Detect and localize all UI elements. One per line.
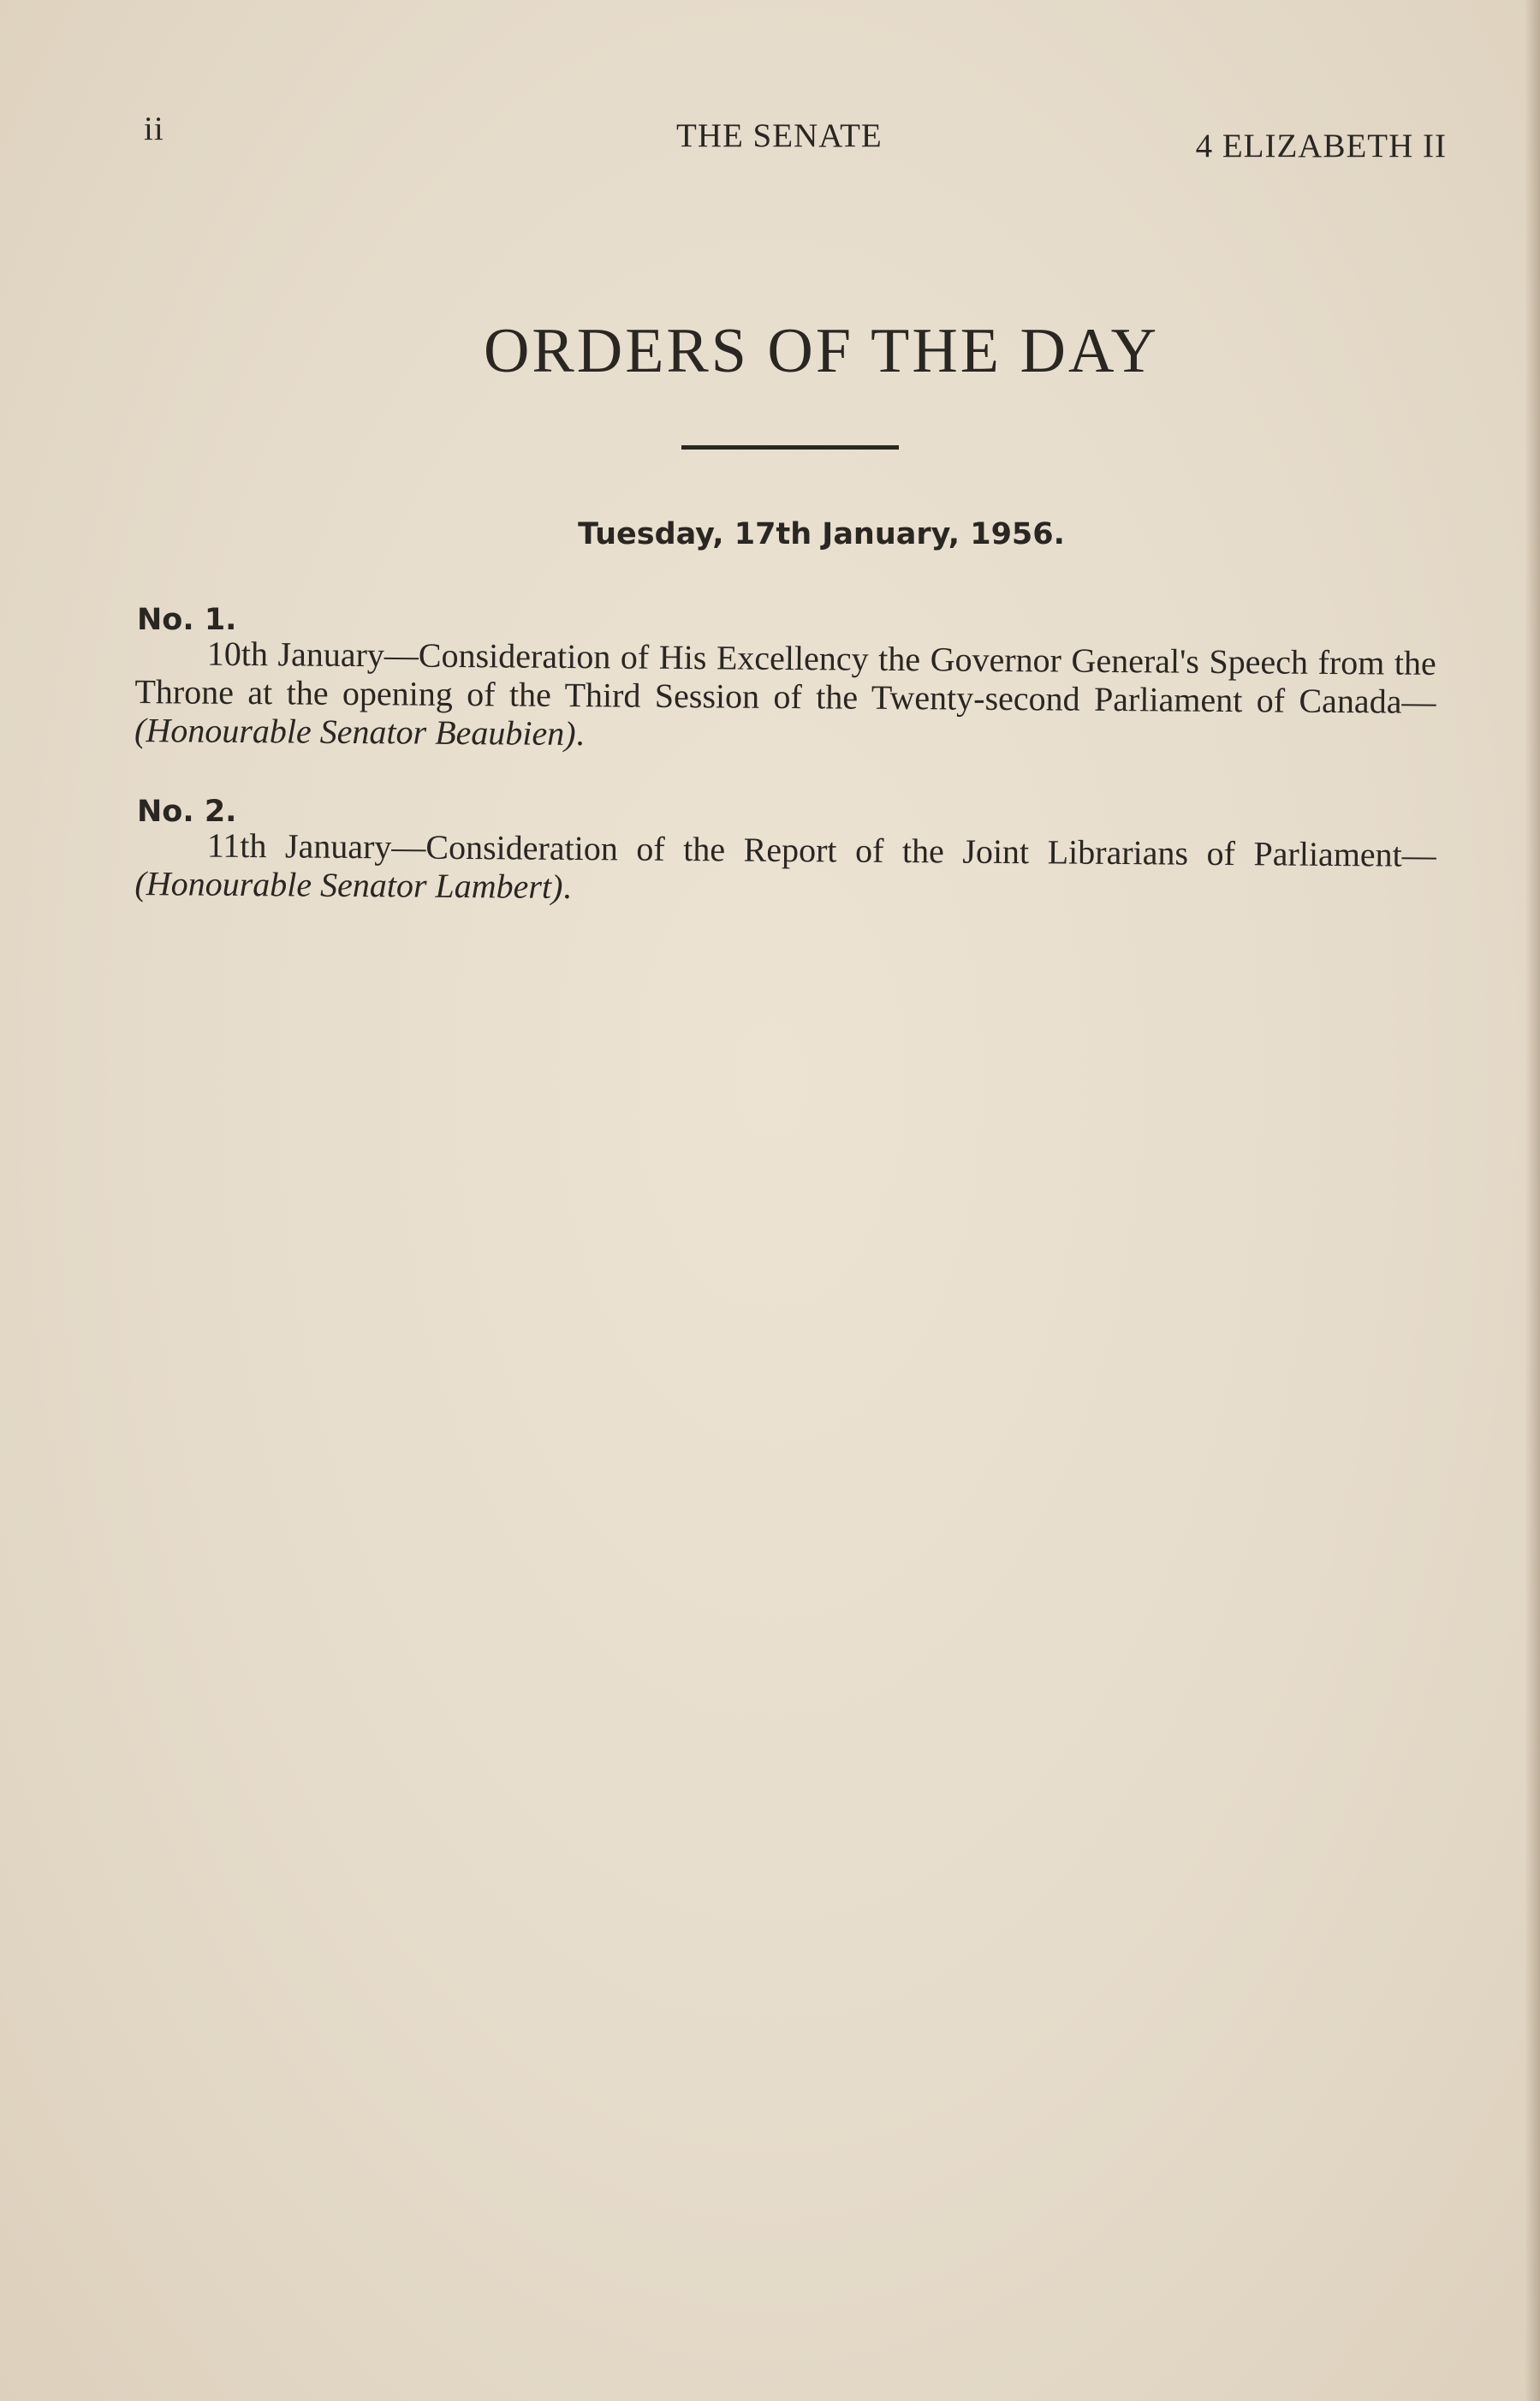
running-head-title: THE SENATE <box>676 117 883 154</box>
page-title: ORDERS OF THE DAY <box>483 316 1160 386</box>
title-rule <box>681 445 899 450</box>
order-number-2: No. 2. <box>137 795 237 829</box>
order-end-2: . <box>562 867 572 907</box>
regnal-year: 4 ELIZABETH II <box>1195 128 1447 164</box>
order-number-1: No. 1. <box>137 603 237 637</box>
order-sponsor-1: (Honourable Senator Beaubien) <box>134 710 576 754</box>
sitting-date: Tuesday, 17th January, 1956. <box>578 517 1065 551</box>
order-item-1 <box>134 634 1436 760</box>
order-text-2: 11th January—Consideration of the Report of the Joint Librarians of Parliament— <box>206 825 1436 874</box>
order-sponsor-2: (Honourable Senator Lambert) <box>134 863 563 906</box>
running-head <box>137 110 1447 164</box>
order-end-1: . <box>575 714 585 754</box>
order-text-1: 10th January—Consideration of His Excellency the Governor General's Speech from the Throne at the opening of the Third Session of the Twenty-second Parliament of Canada— <box>134 634 1436 721</box>
page-folio: ii <box>144 110 164 147</box>
order-item-2 <box>134 825 1436 913</box>
